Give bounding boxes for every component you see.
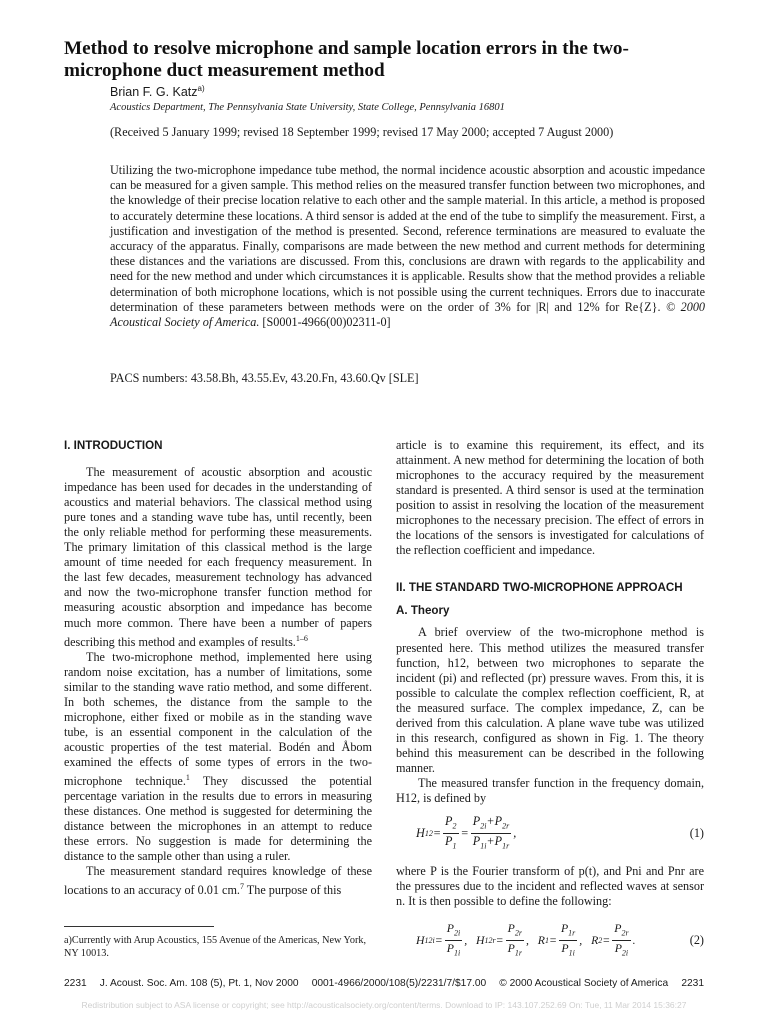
equation-2-number: (2): [689, 933, 704, 948]
equation-1-number: (1): [689, 826, 704, 841]
intro-p3b-text: The purpose of this: [243, 883, 342, 898]
received-dates: (Received 5 January 1999; revised 18 September 1999; revised 17 May 2000; accepted 7 August 2000): [110, 125, 614, 139]
theory-paragraph-2: The measured transfer function in the frequency domain, H12, is defined by: [396, 775, 704, 805]
author-name-text: Brian F. G. Katz: [110, 85, 198, 100]
redistribution-notice: Redistribution subject to ASA license or copyright; see http://acousticalsociety.org/content/terms. Download to IP: 143.107.252.69 On: Tue, 11 Mar 2014 15:36:27: [81, 1000, 687, 1010]
equation-1-body: H 12 = $\frac{P_2}{P_1}$ = $\frac{P_{2i}+P_{2r}}{P_{1i}+P_{1r}}$ ,: [416, 814, 517, 851]
citation-ref: 7: [239, 882, 244, 892]
author-footnote-mark: a): [197, 84, 205, 93]
left-column: [64, 438, 372, 899]
pacs-numbers: PACS numbers: 43.58.Bh, 43.55.Ev, 43.20.Fn, 43.60.Qv [SLE]: [110, 371, 419, 385]
footer-page-right: 2231: [681, 978, 704, 989]
footer-issn: 0001-4966/2000/108(5)/2231/7/$17.00: [311, 978, 487, 989]
continued-paragraph: article is to examine this requirement, its effect, and its attainment. A new method for determining the location of both microphones to the accuracy required by the measurement standard is presented. A third sensor is used at the termination position to assist in resolving the location of the measurement microphones to the necessary precision. The effect of errors in the locations of the sensors is investigated for calculations of the reflection coefficient and impedance.: [396, 438, 704, 558]
affiliation: Acoustics Department, The Pennsylvania State University, State College, Pennsylvania 16801: [110, 102, 505, 113]
abstract-doi: [S0001-4966(00)02311-0]: [262, 315, 391, 330]
footnote-divider: [64, 926, 214, 927]
citation-ref: 1: [185, 773, 190, 783]
intro-p2a-text: The two-microphone method, implemented here using random noise excitation, has a number of limitations, some similar to the standing wave ratio method, and some different. In both schemes, the distance from the sample to the microphone, either fixed or mobile as in the standing wave tube, is an essential component in the calculation of the acoustic properties of the test material. Bodén and Åbom examined the effects of some types of errors in the two-microphone technique.: [64, 649, 372, 789]
intro-p2b-text: They discussed the potential percentage variation in the results due to errors in measuring these distances. One method is suggested for determining the distance between the microphones in an attempt to reduce these errors. No suggestion is made for determining the distance to the sample other than using a ruler.: [64, 774, 372, 864]
theory-paragraph-3: where P is the Fourier transform of p(t), and Pni and Pnr are the pressures due to the incident and reflected waves at sensor n. It is then possible to define the following:: [396, 863, 704, 908]
equation-2-body: H 12i = $\frac{P_{2i}}{P_{1i}}$ , H 12r = $\frac{P_{2r}}{P_{1r}}$ , R 1 = $\frac{P_{1r}}{P_{1i}}$ , R 2 = $\frac{P_{2r}}{P_{2i}}$ .: [416, 921, 636, 958]
subsection-heading-theory: A. Theory: [396, 604, 450, 618]
footer-copyright: © 2000 Acoustical Society of America: [499, 978, 669, 989]
intro-p1-text: The measurement of acoustic absorption and acoustic impedance has been used for decades in the understanding of acoustics and material behaviors. The classical method using pure tones and a standing wave tube has, until recently, been the only reliable method for performing these measurements. The primary limitation of this classical method is the large amount of time needed for each frequency measurement. In the last few decades, measurement technology has advanced and now the two-microphone transfer function method for measuring acoustic absorption and impedance has become much more common. There have been a number of papers describing this method and examples of results.: [64, 465, 372, 649]
author-name: [110, 84, 205, 99]
intro-paragraph-1: [64, 465, 372, 650]
footnote: a)Currently with Arup Acoustics, 155 Avenue of the Americas, New York, NY 10013.: [64, 935, 366, 959]
abstract-text: Utilizing the two-microphone impedance tube method, the normal incidence acoustic absorption and acoustic impedance can be measured for a given sample. This method relies on the measured transfer function between two microphones, and the knowledge of their precise location relative to each other and the sample material. In this article, a method is proposed to accurately determine these locations. A third sensor is added at the end of the tube to simplify the measurement. First, a justification and investigation of the method is presented. Second, reference terminations are measured to evaluate the accuracy of the apparatus. Finally, comparisons are made between the new method and current methods for determining these distances and the variations are discussed. From this, conclusions are drawn with regards to the applicability and need for the new method and under which circumstances it is applicable. Results show that the method provides a reliable determination of both microphone locations, which is not possible using the current techniques. Errors due to inaccurate determination of these parameters between methods were on the order of 3% for |R| and 12% for Re{Z}.: [110, 163, 705, 314]
abstract: [110, 163, 705, 330]
intro-paragraph-2: [64, 650, 372, 865]
page-footer: [64, 978, 704, 989]
right-column: [396, 438, 704, 971]
intro-paragraph-3: [64, 864, 372, 898]
section-heading-introduction: I. INTRODUCTION: [64, 439, 163, 452]
section-heading-standard-approach: II. THE STANDARD TWO-MICROPHONE APPROACH: [396, 581, 683, 595]
intro-p3a-text: The measurement standard requires knowledge of these locations to an accuracy of 0.01 cm.: [64, 864, 372, 898]
equation-1: [396, 814, 704, 854]
abstract-copyright: © 2000 Acoustical Society of America.: [110, 299, 706, 330]
footer-journal: J. Acoust. Soc. Am. 108 (5), Pt. 1, Nov 2000: [99, 978, 299, 989]
equation-2: [396, 921, 704, 961]
theory-paragraph-1: A brief overview of the two-microphone method is presented here. This method utilizes the measured transfer function, h12, between two microphones to separate the incident (pi) and reflected (pr) pressure waves. From this, it is possible to calculate the complex reflection coefficient, R, at the measured surface. The complex impedance, Z, can be derived from this calculation. A plane wave tube was utilized in this research, configured as shown in Fig. 1. The theory behind this measurement can be described in the following manner.: [396, 625, 704, 775]
paper-title: Method to resolve microphone and sample location errors in the two-microphone duct measurement method: [64, 38, 629, 81]
footer-page-left: 2231: [64, 978, 87, 989]
citation-ref: 1–6: [295, 633, 308, 643]
